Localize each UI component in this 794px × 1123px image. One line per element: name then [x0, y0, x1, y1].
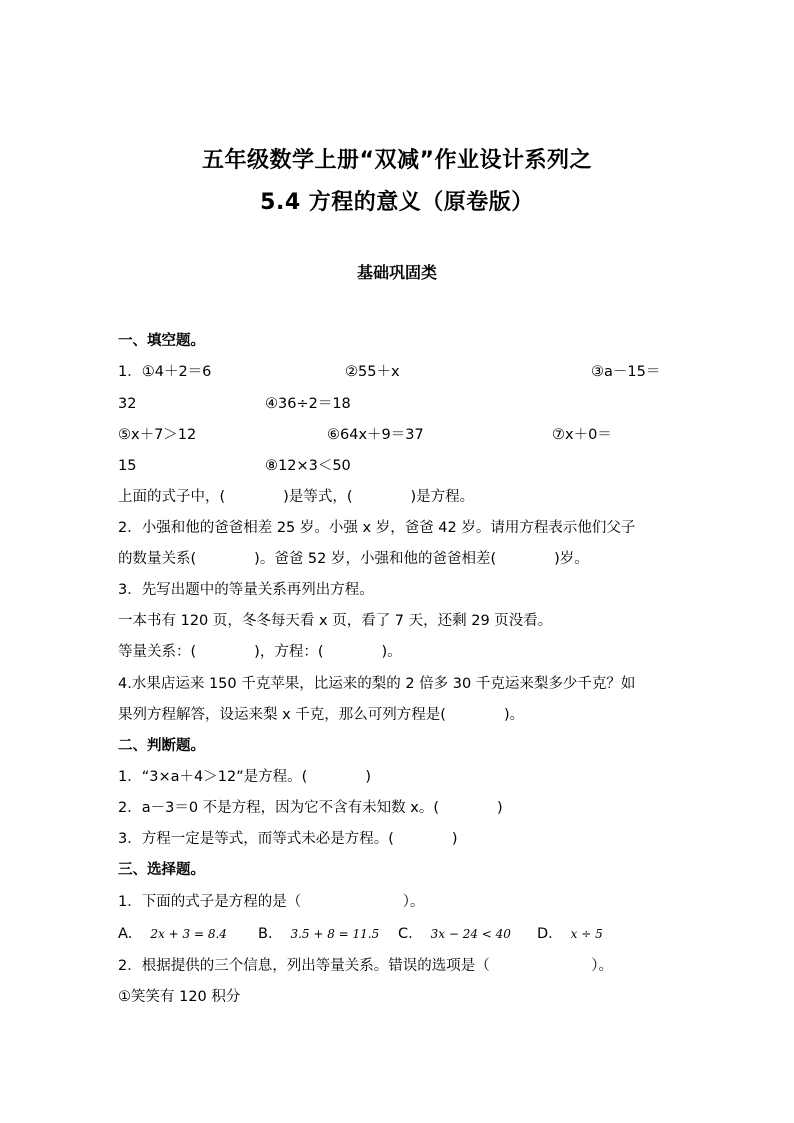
- q1-item-8: ⑧12×3＜50: [265, 458, 351, 474]
- choice-option-c[interactable]: [398, 924, 511, 944]
- q1-question: 上面的式子中，( )是等式，( )是方程。: [118, 489, 475, 505]
- q1-item-3: ③a－15＝: [591, 364, 661, 380]
- q1-item-4: ④36÷2＝18: [265, 396, 351, 412]
- q4-line-2: 果列方程解答，设运来梨 x 千克，那么可列方程是( )。: [118, 707, 525, 723]
- judge-item-2: 2．a－3＝0 不是方程，因为它不含有未知数 x。( ): [118, 800, 503, 816]
- q2-line-2: 的数量关系( )。爸爸 52 岁，小强和他的爸爸相差( )岁。: [118, 551, 589, 567]
- title-line-1: 五年级数学上册“双减”作业设计系列之: [202, 148, 592, 173]
- judge-item-3: 3．方程一定是等式，而等式未必是方程。( ): [118, 831, 458, 847]
- q3-line-3: 等量关系：( )，方程：( )。: [118, 644, 402, 660]
- section-choice: 三、选择题。: [118, 862, 205, 878]
- choice-option-d[interactable]: [537, 924, 603, 944]
- q1-item-2: ②55＋x: [345, 364, 400, 380]
- choice-question-1: 1．下面的式子是方程的是（ ）。: [118, 894, 425, 910]
- choice-question-2-info-1: ①笑笑有 120 积分: [118, 989, 241, 1005]
- option-a-label: A．: [118, 926, 143, 942]
- q3-line-2: 一本书有 120 页，冬冬每天看 x 页，看了 7 天，还剩 29 页没看。: [118, 613, 553, 629]
- choice-question-2: 2．根据提供的三个信息，列出等量关系。错误的选项是（ ）。: [118, 958, 613, 974]
- q1-item-7-cont: 15: [118, 458, 137, 474]
- section-judge: 二、判断题。: [118, 738, 205, 754]
- q3-line-1: 3．先写出题中的等量关系再列出方程。: [118, 582, 374, 598]
- choice-option-a[interactable]: [118, 924, 227, 944]
- q1-item-7: ⑦x＋0＝: [552, 427, 612, 443]
- option-c-label: C．: [398, 926, 423, 942]
- option-a-expression: 2x + 3 = 8.4: [150, 927, 227, 941]
- option-d-expression: x ÷ 5: [570, 927, 603, 941]
- option-b-expression: 3.5 + 8 = 11.5: [290, 927, 380, 941]
- option-c-expression: 3x − 24 < 40: [430, 927, 511, 941]
- section-fill-blank: 一、填空题。: [118, 333, 205, 349]
- q2-line-1: 2．小强和他的爸爸相差 25 岁。小强 x 岁，爸爸 42 岁。请用方程表示他们父子: [118, 520, 636, 536]
- option-b-label: B．: [258, 926, 283, 942]
- option-d-label: D．: [537, 926, 563, 942]
- choice-option-b[interactable]: [258, 924, 379, 944]
- q4-line-1: 4.水果店运来 150 千克苹果，比运来的梨的 2 倍多 30 千克运来梨多少千克？如: [118, 676, 636, 692]
- q1-item-3-cont: 32: [118, 396, 137, 412]
- judge-item-1: 1．“3×a＋4＞12”是方程。( ): [118, 769, 371, 785]
- q1-item-6: ⑥64x＋9＝37: [327, 427, 424, 443]
- subtitle: 基础巩固类: [356, 263, 437, 282]
- q1-item-5: ⑤x＋7＞12: [118, 427, 197, 443]
- title-line-2: 5.4 方程的意义（原卷版）: [260, 190, 534, 215]
- q1-item-1: 1．①4＋2＝6: [118, 364, 212, 380]
